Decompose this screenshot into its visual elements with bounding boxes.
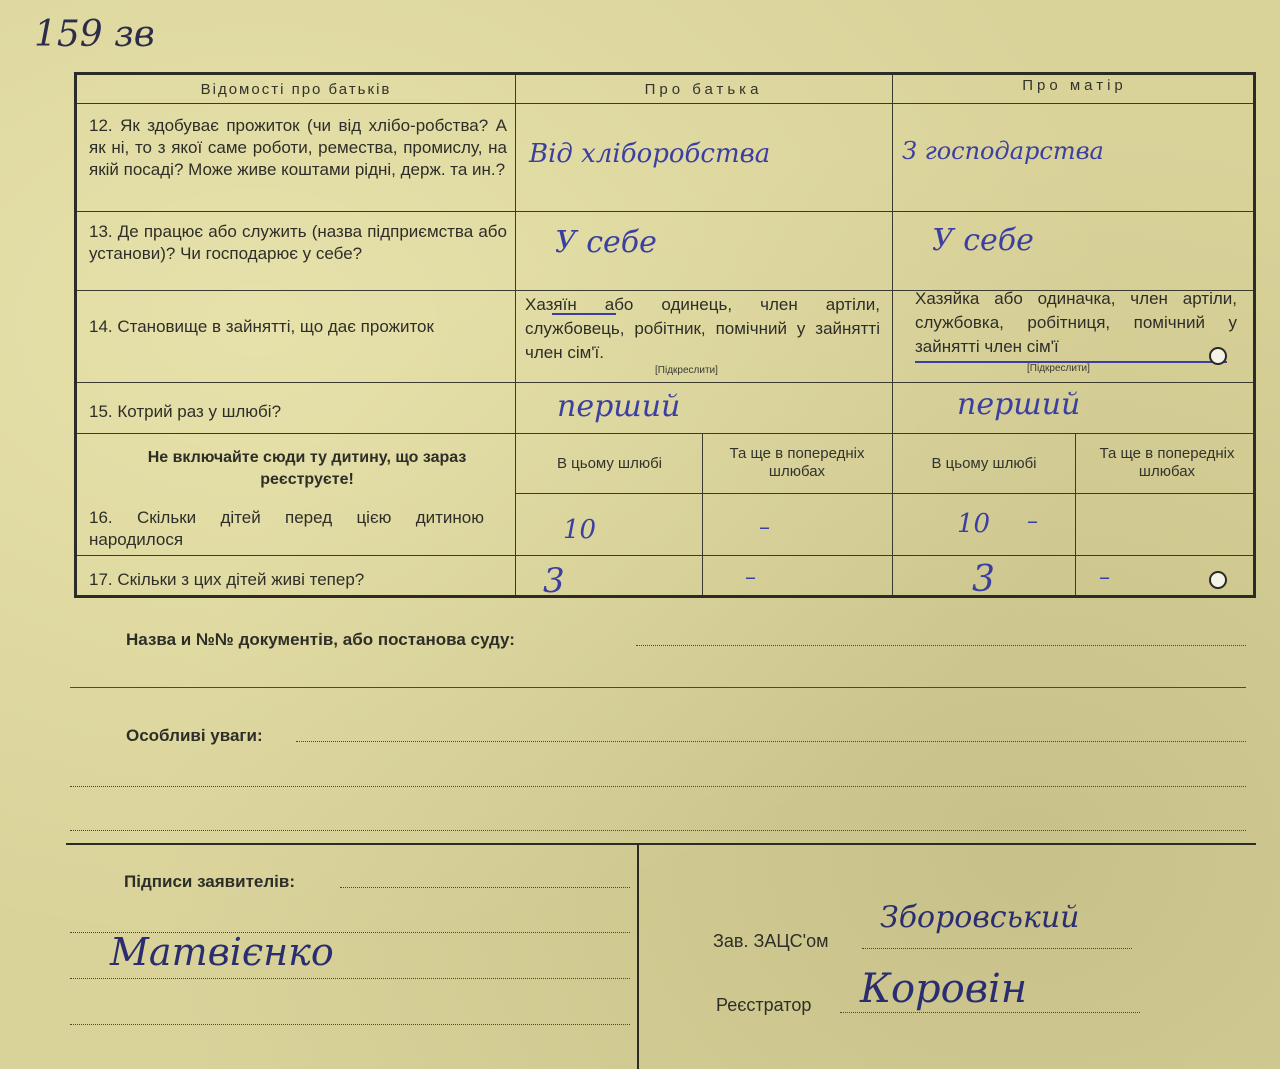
applicants-line-4	[70, 1024, 630, 1025]
answer-16-father-this: 10	[563, 515, 597, 545]
registrar-signature-line	[840, 1012, 1140, 1013]
answer-12-father: Від хліборобства	[529, 139, 771, 169]
remarks-line-3	[70, 830, 1246, 831]
head-signature-line	[862, 948, 1132, 949]
col-father-previous: Та ще в попередніх шлюбах	[729, 445, 865, 480]
answer-17-father-this: 3	[543, 561, 565, 601]
remarks-line-1	[296, 741, 1246, 742]
registrar-label: Реєстратор	[716, 995, 812, 1015]
underline-note-mother: [Підкреслити]	[1027, 363, 1090, 374]
col-mother-previous: Та ще в попередніх шлюбах	[1099, 445, 1235, 480]
question-15: 15. Котрий раз у шлюбі?	[89, 402, 282, 421]
answer-13-father: У себе	[555, 225, 657, 260]
answer-17-mother-this: 3	[972, 559, 995, 600]
answer-13-mother: У себе	[932, 223, 1034, 258]
answer-17-mother-prev: –	[1099, 565, 1110, 590]
children-note: Не включайте сюди ту дитину, що зараз реєструєте!	[147, 449, 467, 488]
answer-12-mother: З господарства	[902, 137, 1104, 165]
answer-16-mother-prev: –	[1027, 509, 1038, 534]
remarks-line-2	[70, 786, 1246, 787]
applicants-line-3	[70, 978, 630, 979]
underline-khaziain	[552, 313, 616, 315]
question-13: 13. Де працює або служить (назва підприємства або установи)? Чи господарює у себе?	[89, 222, 507, 263]
signature-separator	[66, 843, 1256, 845]
answer-16-mother-this: 10	[957, 509, 991, 539]
documents-line-1	[636, 645, 1246, 646]
applicant-signature: Матвієнко	[110, 930, 334, 974]
answer-15-father: перший	[557, 389, 681, 424]
options-14-mother: Хазяйка або одиначка, член артіли, службовка, робітниця, помічний у зайнятті член сім'ї	[915, 289, 1237, 356]
head-signature: Зборовський	[880, 900, 1080, 935]
question-14: 14. Становище в зайнятті, що дає прожиток	[89, 317, 434, 336]
question-17: 17. Скільки з цих дітей живі тепер?	[89, 570, 365, 589]
parents-info-table	[74, 72, 1256, 601]
applicants-line-1	[340, 887, 630, 888]
header-mother: Про матір	[1022, 77, 1127, 94]
punch-hole-1	[1209, 347, 1227, 365]
answer-16-father-prev: –	[759, 515, 770, 540]
col-mother-this-marriage: В цьому шлюбі	[931, 455, 1037, 472]
col-father-this-marriage: В цьому шлюбі	[556, 455, 663, 472]
page-number: 159 зв	[34, 14, 155, 55]
applicants-label: Підписи заявителів:	[124, 872, 295, 891]
remarks-label: Особливі уваги:	[126, 726, 263, 745]
answer-17-father-prev: –	[745, 565, 756, 590]
documents-label: Назва и №№ документів, або постанова суду:	[126, 630, 515, 649]
options-14-father: Хазяїн або одинець, член артіли, службовець, робітник, помічний у зайнятті член сім'ї.	[525, 295, 880, 362]
head-label: Зав. ЗАЦС'ом	[713, 931, 829, 951]
question-12: 12. Як здобуває прожиток (чи від хлібо-робства? А як ні, то з якої саме роботи, ремества, промислу, на якій посаді? Може живе коштами рідні, держ. та ин.?	[89, 116, 507, 179]
registrar-signature: Коровін	[860, 966, 1028, 1012]
punch-hole-2	[1209, 571, 1227, 589]
header-parents-info: Відомості про батьків	[200, 81, 392, 98]
underline-pomichnyi	[915, 361, 1227, 363]
question-16: 16. Скільки дітей перед цією дитиною народилося	[89, 508, 484, 549]
underline-note-father: [Підкреслити]	[655, 365, 718, 376]
documents-line-2	[70, 687, 1246, 688]
signature-divider	[637, 843, 639, 1069]
header-father: Про батька	[644, 81, 763, 98]
answer-15-mother: перший	[957, 387, 1081, 422]
